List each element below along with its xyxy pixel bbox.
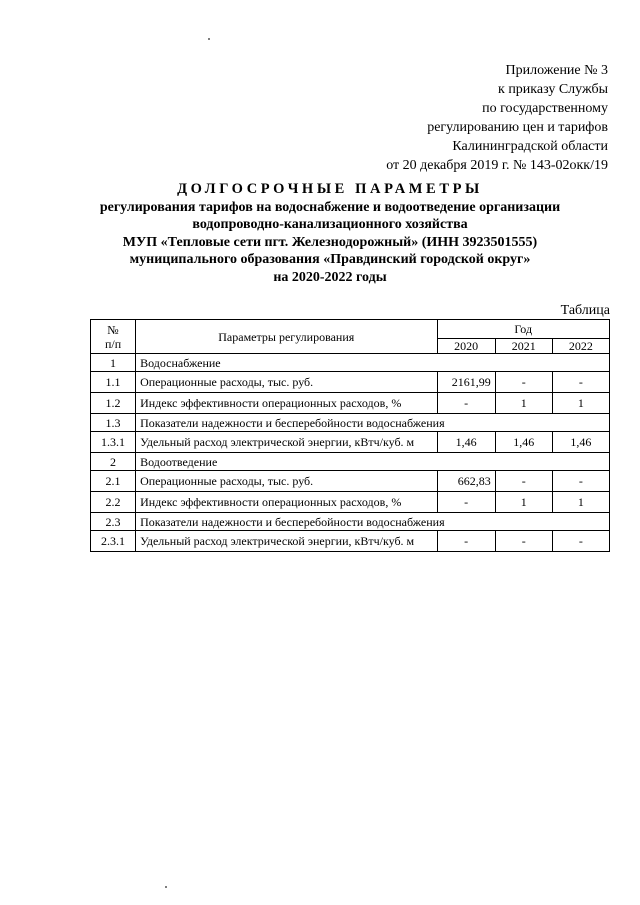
table-row [91,513,610,531]
heading-line: на 2020-2022 годы [273,269,387,285]
table-row [91,432,610,453]
row-name: Индекс эффективности операционных расходов, % [136,393,437,414]
row-value: - [552,531,609,552]
row-section-name: Показатели надежности и бесперебойности водоснабжения [136,414,610,432]
row-name: Индекс эффективности операционных расходов, % [136,492,437,513]
row-section-name: Водоотведение [136,453,610,471]
appendix-line: регулированию цен и тарифов [427,120,608,135]
appendix-line: к приказу Службы [498,82,608,97]
row-num: 1.2 [91,393,136,414]
row-num: 2.3 [91,513,136,531]
table-row [91,531,610,552]
row-value: 1,46 [552,432,609,453]
row-num: 2 [91,453,136,471]
row-name: Операционные расходы, тыс. руб. [136,471,437,492]
header-num: № п/п [91,320,136,354]
row-num: 2.1 [91,471,136,492]
table-caption: Таблица [560,303,610,318]
row-section-name: Водоснабжение [136,354,610,372]
row-value: 1 [495,492,552,513]
table-row [91,372,610,393]
row-value: 1,46 [437,432,495,453]
row-value: 1,46 [495,432,552,453]
header-year-group: Год [437,320,609,339]
header-year: 2022 [552,339,609,354]
appendix-block [386,61,608,175]
row-num: 1 [91,354,136,372]
row-value: 1 [552,393,609,414]
row-value: - [552,471,609,492]
row-num: 2.2 [91,492,136,513]
appendix-line: от 20 декабря 2019 г. № 143-02окк/19 [386,158,608,173]
row-value: - [495,372,552,393]
row-name: Удельный расход электрической энергии, кВтч/куб. м [136,531,437,552]
row-value: - [437,393,495,414]
heading-line: муниципального образования «Правдинский городской округ» [129,252,531,267]
appendix-line: Приложение № 3 [505,63,608,78]
row-value: 2161,99 [437,372,495,393]
row-num: 2.3.1 [91,531,136,552]
document-heading [60,181,600,286]
row-value: - [495,471,552,492]
row-num: 1.3.1 [91,432,136,453]
row-value: - [552,372,609,393]
appendix-line: Калининградской области [452,139,608,154]
row-num: 1.1 [91,372,136,393]
table-row [91,492,610,513]
table-row [91,471,610,492]
row-name: Удельный расход электрической энергии, кВтч/куб. м [136,432,437,453]
row-value: 1 [552,492,609,513]
header-name: Параметры регулирования [136,320,437,354]
row-value: - [437,531,495,552]
table-row [91,453,610,471]
header-year: 2020 [437,339,495,354]
appendix-line: по государственному [482,101,608,116]
document-title: ДОЛГОСРОЧНЫЕ ПАРАМЕТРЫ [177,181,483,197]
table-row [91,414,610,432]
header-year: 2021 [495,339,552,354]
row-num: 1.3 [91,414,136,432]
row-value: - [495,531,552,552]
row-value: 662,83 [437,471,495,492]
heading-line: водопроводно-канализационного хозяйства [192,217,468,232]
heading-line: МУП «Тепловые сети пгт. Железнодорожный» (ИНН 3923501555) [122,234,538,250]
row-value: - [437,492,495,513]
scan-speck [165,886,167,888]
table-row [91,393,610,414]
heading-line: регулирования тарифов на водоснабжение и водоотведение организации [99,199,561,215]
table-row [91,354,610,372]
row-name: Операционные расходы, тыс. руб. [136,372,437,393]
row-value: 1 [495,393,552,414]
row-section-name: Показатели надежности и бесперебойности водоснабжения [136,513,610,531]
scan-speck [208,38,210,40]
parameters-table [90,319,610,552]
